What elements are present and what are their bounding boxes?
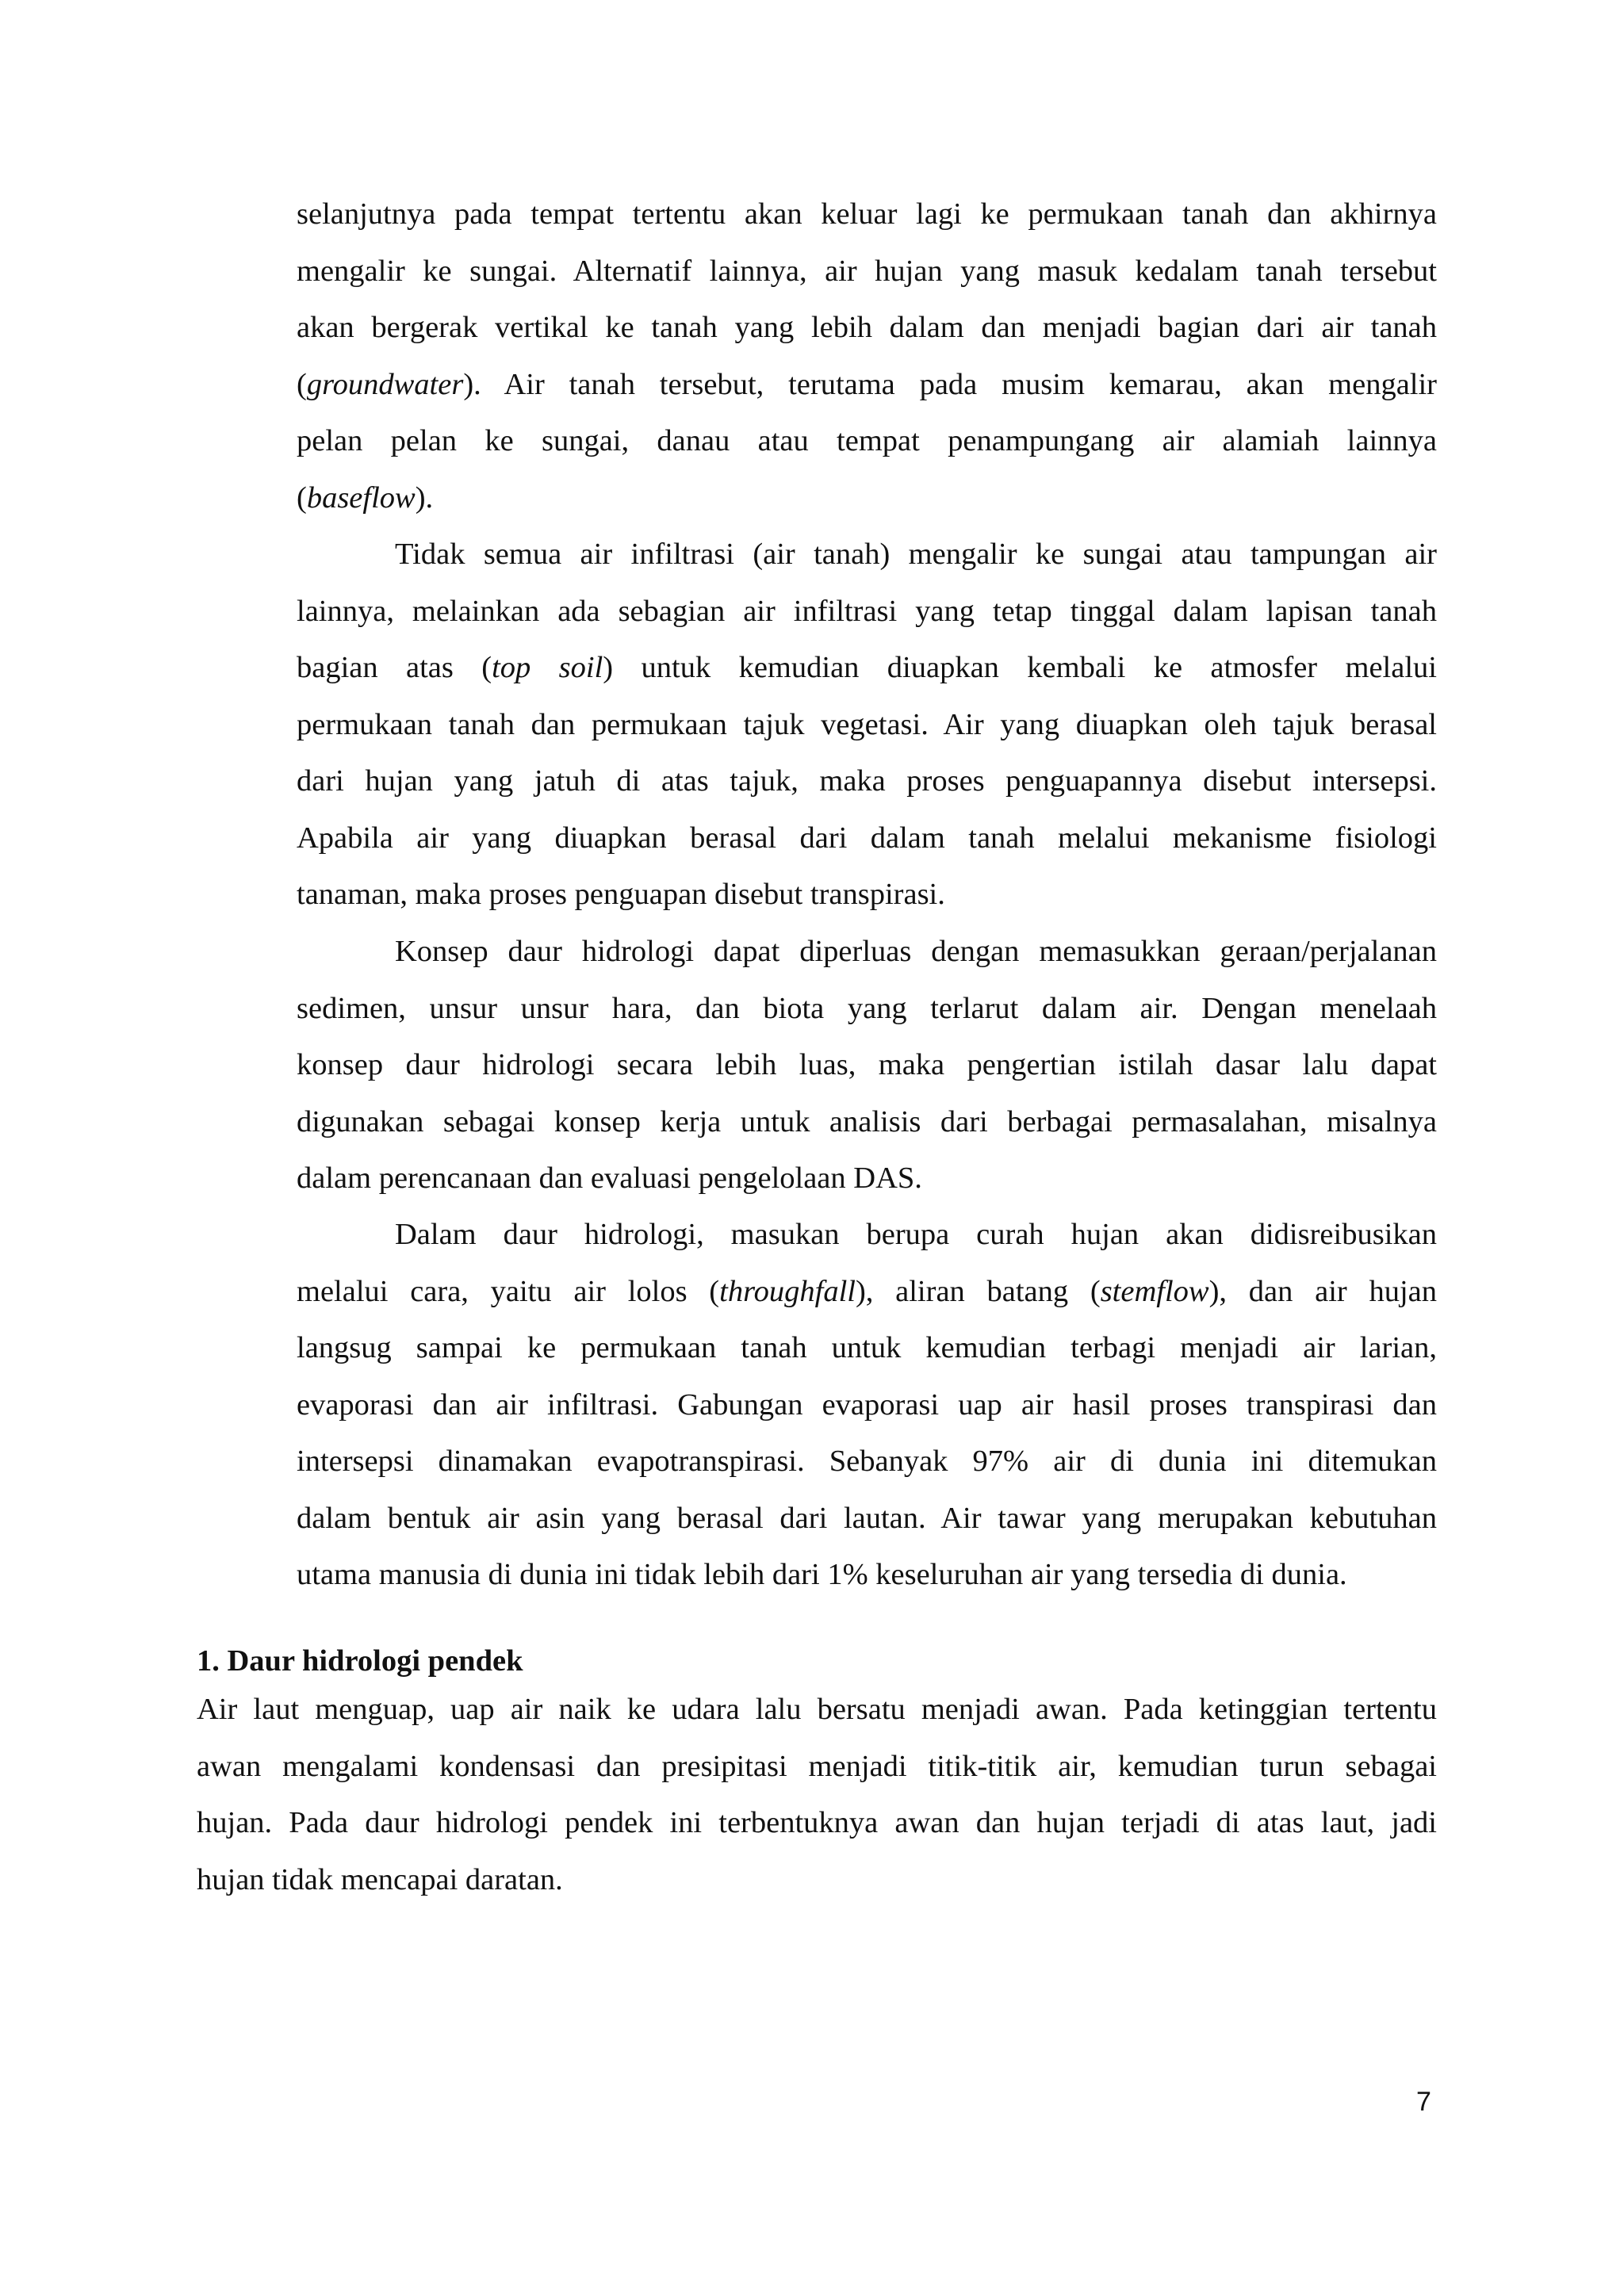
text-line: intersepsi dinamakan evapotranspirasi. Sebanyak 97% air di dunia ini ditemukan bbox=[297, 1445, 1437, 1478]
text-line: selanjutnya pada tempat tertentu akan keluar lagi ke permukaan tanah dan akhirnya bbox=[297, 197, 1437, 231]
paragraph-infiltrasi bbox=[297, 526, 1437, 924]
text-line: tanaman, maka proses penguapan disebut transpirasi. bbox=[297, 878, 945, 911]
text-line: (baseflow). bbox=[297, 480, 434, 515]
text-line: digunakan sebagai konsep kerja untuk analisis dari berbagai permasalahan, misalnya bbox=[297, 1104, 1437, 1138]
italic-term: groundwater bbox=[306, 367, 464, 401]
text-line: bagian atas (top soil) untuk kemudian diuapkan kembali ke atmosfer melalui bbox=[297, 651, 1437, 684]
section-heading: 1. Daur hidrologi pendek bbox=[197, 1644, 523, 1678]
text-line: awan mengalami kondensasi dan presipitasi menjadi titik-titik air, kemudian turun sebagai bbox=[197, 1749, 1437, 1783]
page-number: 7 bbox=[1416, 2087, 1431, 2117]
text-line: akan bergerak vertikal ke tanah yang lebih dalam dan menjadi bagian dari air tanah bbox=[297, 311, 1437, 344]
text-line-first: Dalam daur hidrologi, masukan berupa curah hujan akan didisreibusikan bbox=[395, 1218, 1437, 1251]
italic-term: baseflow bbox=[306, 480, 416, 515]
paragraph-daur-pendek bbox=[197, 1682, 1437, 1908]
text-line: lainnya, melainkan ada sebagian air infiltrasi yang tetap tinggal dalam lapisan tanah bbox=[297, 594, 1437, 628]
text-line: langsug sampai ke permukaan tanah untuk kemudian terbagi menjadi air larian, bbox=[297, 1331, 1437, 1364]
text-line: dalam bentuk air asin yang berasal dari lautan. Air tawar yang merupakan kebutuhan bbox=[297, 1501, 1437, 1535]
text-line: hujan. Pada daur hidrologi pendek ini terbentuknya awan dan hujan terjadi di atas laut, jadi bbox=[197, 1806, 1437, 1839]
text-line: permukaan tanah dan permukaan tajuk vegetasi. Air yang diuapkan oleh tajuk berasal bbox=[297, 707, 1437, 741]
text-line: dari hujan yang jatuh di atas tajuk, maka proses penguapannya disebut intersepsi. bbox=[297, 764, 1437, 798]
italic-term: throughfall bbox=[719, 1274, 856, 1308]
paragraph-masukan bbox=[297, 1207, 1437, 1604]
text-line: Air laut menguap, uap air naik ke udara lalu bersatu menjadi awan. Pada ketinggian tertentu bbox=[197, 1693, 1437, 1726]
paragraph-konsep bbox=[297, 924, 1437, 1207]
text-line: melalui cara, yaitu air lolos (throughfall), aliran batang (stemflow), dan air hujan bbox=[297, 1274, 1437, 1308]
text-line: konsep daur hidrologi secara lebih luas, maka pengertian istilah dasar lalu dapat bbox=[297, 1048, 1437, 1081]
text-line: (groundwater). Air tanah tersebut, terutama pada musim kemarau, akan mengalir bbox=[297, 367, 1437, 401]
text-line: Apabila air yang diuapkan berasal dari dalam tanah melalui mekanisme fisiologi bbox=[297, 821, 1437, 855]
paragraph-continuation bbox=[297, 186, 1437, 526]
italic-term: stemflow bbox=[1100, 1274, 1209, 1308]
text-line: evaporasi dan air infiltrasi. Gabungan evaporasi uap air hasil proses transpirasi dan bbox=[297, 1387, 1437, 1422]
text-line: dalam perencanaan dan evaluasi pengelolaan DAS. bbox=[297, 1161, 922, 1195]
text-line-first: Tidak semua air infiltrasi (air tanah) mengalir ke sungai atau tampungan air bbox=[395, 538, 1437, 571]
text-line: pelan pelan ke sungai, danau atau tempat penampungang air alamiah lainnya bbox=[297, 424, 1437, 457]
text-line-first: Konsep daur hidrologi dapat diperluas dengan memasukkan geraan/perjalanan bbox=[395, 935, 1437, 968]
text-line: utama manusia di dunia ini tidak lebih dari 1% keseluruhan air yang tersedia di dunia. bbox=[297, 1558, 1347, 1591]
text-line: hujan tidak mencapai daratan. bbox=[197, 1862, 563, 1896]
italic-term: top soil bbox=[492, 651, 603, 684]
text-line: mengalir ke sungai. Alternatif lainnya, air hujan yang masuk kedalam tanah tersebut bbox=[297, 254, 1437, 288]
text-line: sedimen, unsur unsur hara, dan biota yang terlarut dalam air. Dengan menelaah bbox=[297, 991, 1437, 1025]
